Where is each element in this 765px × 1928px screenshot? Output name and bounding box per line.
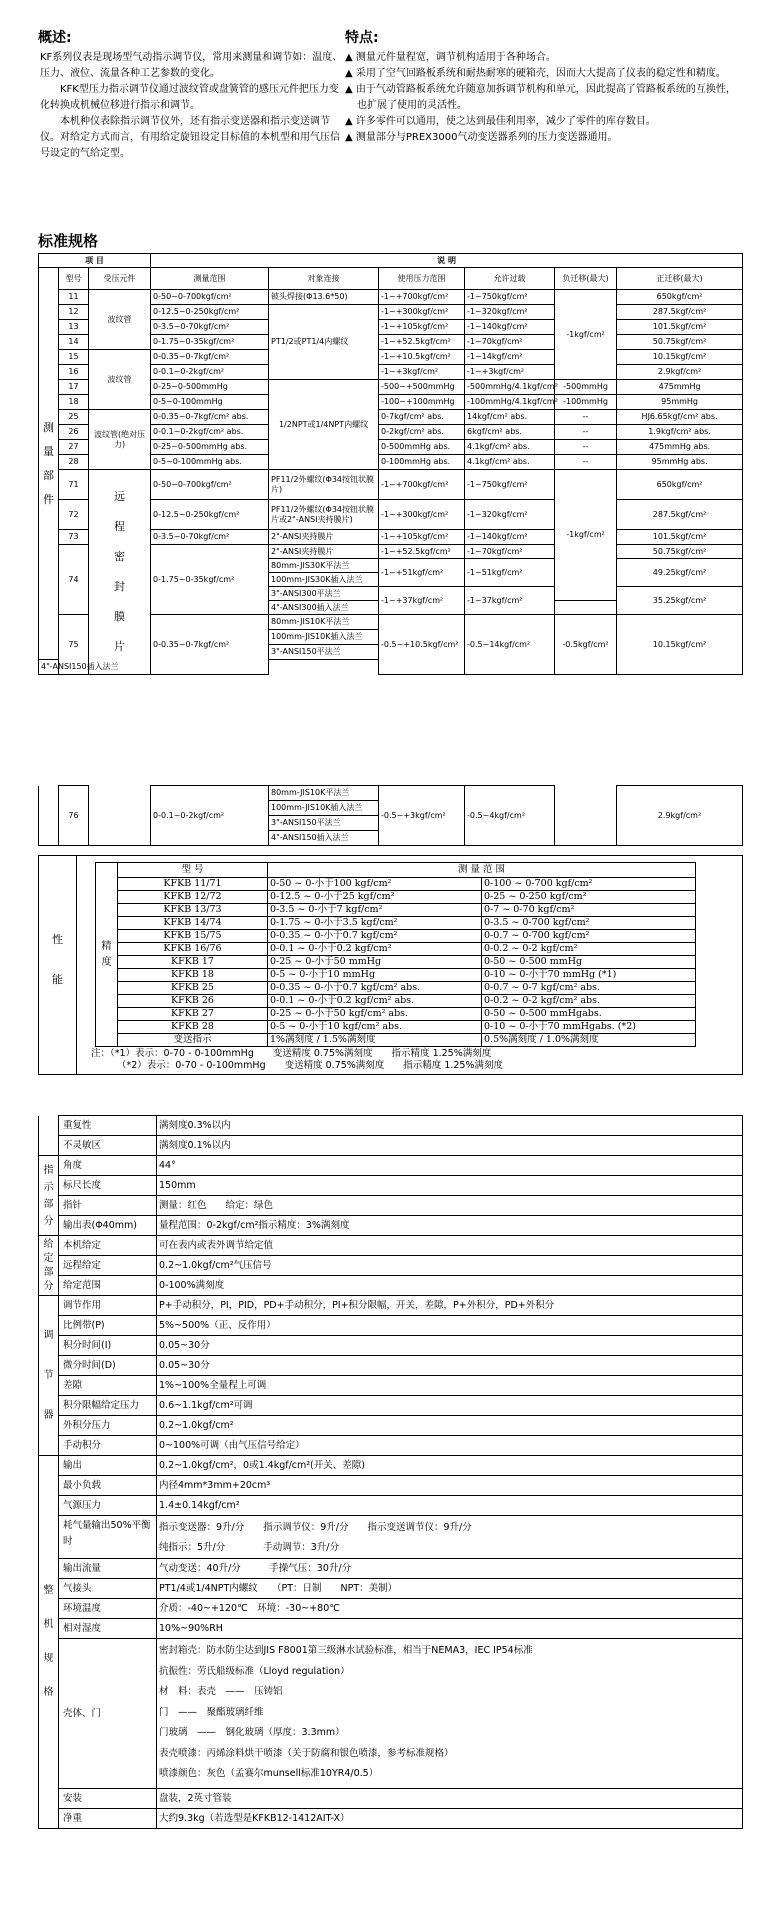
row-value: 5%~500%（正、反作用） (157, 1316, 743, 1336)
row-usage: -1~+700kgf/cm² (379, 470, 465, 500)
precision-range-b: 0-0.2 ~ 0-2 kgf/cm² abs. (482, 995, 696, 1008)
features-list (345, 50, 740, 146)
row-over: 4.1kgf/cm² abs. (465, 440, 555, 455)
row-usage: -100~+100mmHg (379, 395, 465, 410)
row-usage: -1~+700kgf/cm² (379, 290, 465, 305)
precision-range-b: 0-50 ~ 0-500 mmHg (482, 956, 696, 969)
row-range: 0-0.1~0-2kgf/cm² abs. (151, 425, 269, 440)
row-over: -1~51kgf/cm² (465, 559, 555, 587)
overview-text (40, 50, 345, 162)
spec-table-76 (38, 785, 743, 846)
row-conn: 100mm-JIS10K插入法兰 (269, 801, 379, 816)
row-value: 0~100%可调（由气压信号给定） (157, 1436, 743, 1456)
row-label: 壳体、门 (59, 1639, 157, 1789)
row-label: 比例带(P) (59, 1316, 157, 1336)
row-value: 可在表内或表外调节给定值 (157, 1236, 743, 1256)
row-value: 0.05~30分 (157, 1336, 743, 1356)
feature-item: ▲ 测量元件量程宽，调节机构适用于各种场合。 (345, 52, 556, 63)
row-value: 满刻度0.3%以内 (157, 1116, 743, 1136)
feature-item: ▲ 由于气动管路板系统允许随意加拆调节机构和单元，因此提高了管路板系统的互换性，也扩展了使用的灵活性。 (345, 84, 736, 111)
row-pos: HJ6.65kgf/cm² abs. (617, 410, 743, 425)
row-conn: 80mm-JIS10K平法兰 (269, 615, 379, 630)
row-conn: 80mm-JIS30K平法兰 (269, 559, 379, 573)
category-performance-label: 性能 (52, 932, 63, 986)
row-over: -1~320kgf/cm² (465, 500, 555, 530)
header-item: 项 目 (39, 254, 151, 268)
overview-paragraph: KFK型压力指示调节仪通过波纹管或盘簧管的感压元件把压力变化转换成机械位移进行指示和调节。 (40, 84, 339, 111)
row-conn: PF11/2外螺纹(Φ34按钮状膜片) (269, 470, 379, 500)
row-value: 0.05~30分 (157, 1356, 743, 1376)
element-remote-seal (89, 470, 151, 675)
category-control: 调节器 (39, 1296, 59, 1456)
precision-model: KFKB 27 (118, 1008, 268, 1021)
row-label: 相对湿度 (59, 1619, 157, 1639)
precision-range-b: 0-0.7 ~ 0-7 kgf/cm² abs. (482, 982, 696, 995)
row-over: -0.5~14kgf/cm² (465, 615, 555, 675)
precision-model: KFKB 25 (118, 982, 268, 995)
row-range: 0-12.5~0-250kgf/cm² (151, 500, 269, 530)
row-conn: 100mm-JIS30K插入法兰 (269, 573, 379, 587)
row-over: -1~750kgf/cm² (465, 290, 555, 305)
overview-paragraph: KF系列仪表是现场型气动指示调节仪，常用来测量和调节如：温度、压力、液位、流量各种工艺参数的变化。 (40, 52, 343, 79)
precision-note-1: 注：（*1）表示：0-70 - 0-100mmHg 变送精度 0.75%满刻度 指示精度 1.25%满刻度 (91, 1048, 492, 1059)
precision-range-a: 0-1.75 ~ 0-小于3.5 kgf/cm² (268, 917, 482, 930)
row-pos: 95mmHg abs. (617, 455, 743, 470)
row-over: 6kgf/cm² abs. (465, 425, 555, 440)
category-performance (39, 856, 77, 1075)
row-label: 积分时间(I) (59, 1336, 157, 1356)
row-conn: 80mm-JIS10K平法兰 (269, 786, 379, 801)
row-range: 0-3.5~0-70kgf/cm² (151, 530, 269, 545)
precision-range-a: 0-0.35 ~ 0-小于0.7 kgf/cm² abs. (268, 982, 482, 995)
col-range: 测 量 范 围 (268, 863, 696, 878)
precision-range-a: 0-50 ~ 0-小于100 kgf/cm² (268, 878, 482, 891)
precision-range-b: 0-0.2 ~ 0-2 kgf/cm² (482, 943, 696, 956)
element-bellows-abs: 波纹管(绝对压力) (89, 410, 151, 470)
precision-range-a: 0-0.1 ~ 0-小于0.2 kgf/cm² (268, 943, 482, 956)
row-model: 72 (59, 500, 89, 530)
row-conn: 3"-ANSI300平法兰 (269, 587, 379, 601)
row-range: 0-0.1~0-2kgf/cm² (151, 786, 269, 846)
row-over: -0.5~4kgf/cm² (465, 786, 555, 846)
row-range: 0-25~0-500mmHg abs. (151, 440, 269, 455)
row-range: 0-0.35~0-7kgf/cm² (151, 350, 269, 365)
row-label: 输出 (59, 1456, 157, 1476)
row-usage: -1~+105kgf/cm² (379, 320, 465, 335)
row-model: 28 (59, 455, 89, 470)
row-label: 安装 (59, 1789, 157, 1809)
row-conn: 3"-ANSI150平法兰 (269, 645, 379, 660)
precision-model: KFKB 17 (118, 956, 268, 969)
row-label: 气接头 (59, 1579, 157, 1599)
row-value: 0.2~1.0kgf/cm²气压信号 (157, 1256, 743, 1276)
row-model: 26 (59, 425, 89, 440)
row-label: 重复性 (59, 1116, 157, 1136)
row-over: 14kgf/cm² abs. (465, 410, 555, 425)
row-label: 环境温度 (59, 1599, 157, 1619)
row-neg: -- (555, 425, 617, 440)
row-value: 0.2~1.0kgf/cm²，0或1.4kgf/cm²(开关、差隙) (157, 1456, 743, 1476)
row-pos: 2.9kgf/cm² (617, 786, 743, 846)
row-label: 最小负载 (59, 1476, 157, 1496)
row-usage: -1~+10.5kgf/cm² (379, 350, 465, 365)
spec-table (38, 253, 743, 675)
row-pos: 101.5kgf/cm² (617, 530, 743, 545)
row-over: -1~14kgf/cm² (465, 350, 555, 365)
header-desc: 说 明 (151, 254, 743, 268)
row-usage: -1~+300kgf/cm² (379, 500, 465, 530)
element-cont (89, 786, 151, 846)
feature-item: ▲ 采用了空气回路板系统和耐热耐寒的硬箱壳，因而大大提高了仪表的稳定性和精度。 (345, 68, 726, 79)
precision-model: 变送指示 (118, 1034, 268, 1047)
col-model: 型 号 (118, 863, 268, 878)
row-label: 远程给定 (59, 1256, 157, 1276)
element-bellows: 波纹管 (89, 290, 151, 350)
row-range: 0-3.5~0-70kgf/cm² (151, 320, 269, 335)
row-label: 手动积分 (59, 1436, 157, 1456)
row-over: -1~320kgf/cm² (465, 305, 555, 320)
row-conn: 2"-ANSI夹持膜片 (269, 530, 379, 545)
precision-range-a: 1%满刻度 / 1.5%满刻度 (268, 1034, 482, 1047)
row-conn: 3"-ANSI150平法兰 (269, 816, 379, 831)
row-label: 调节作用 (59, 1296, 157, 1316)
precision-range-a: 0-25 ~ 0-小于50 mmHg (268, 956, 482, 969)
row-pos: 1.9kgf/cm² abs. (617, 425, 743, 440)
row-usage: -1~+51kgf/cm² (379, 559, 465, 587)
row-usage: 0-100mmHg abs. (379, 455, 465, 470)
row-value: 指示变送器：9升/分 指示调节仪：9升/分 指示变送调节仪：9升/分 纯指示：5升/分 手动调节：3升/分 (157, 1516, 743, 1559)
row-usage: -1~+37kgf/cm² (379, 587, 465, 615)
row-usage: 0-500mmHg abs. (379, 440, 465, 455)
row-range: 0-1.75~0-35kgf/cm² (151, 335, 269, 350)
row-label: 差隙 (59, 1376, 157, 1396)
row-pos: 95mmHg (617, 395, 743, 410)
col-usage: 使用压力范围 (379, 268, 465, 290)
row-pos: 475mmHg abs. (617, 440, 743, 455)
row-conn: 1/2NPT或1/4NPT内螺纹 (269, 380, 379, 470)
row-neg: -500mmHg (555, 380, 617, 395)
row-range: 0-50~0-700kgf/cm² (151, 290, 269, 305)
row-value: 0.6~1.1kgf/cm²可调 (157, 1396, 743, 1416)
element-bellows: 波纹管 (89, 350, 151, 410)
precision-model: KFKB 14/74 (118, 917, 268, 930)
row-pos: 10.15kgf/cm² (617, 615, 743, 675)
category-performance-cont (39, 1116, 59, 1156)
row-conn: 2"-ANSI夹持膜片 (269, 545, 379, 559)
col-connection: 对象连接 (269, 268, 379, 290)
row-neg: -1kgf/cm² (555, 290, 617, 380)
precision-label: 精度 (101, 940, 112, 968)
row-range: 0-5~0-100mmHg (151, 395, 269, 410)
row-label: 角度 (59, 1156, 157, 1176)
row-over: -100mmHg/4.1kgf/cm² (465, 395, 555, 410)
row-value: 10%~90%RH (157, 1619, 743, 1639)
precision-label-cell (96, 863, 118, 1047)
row-conn: PF11/2外螺纹(Φ34按钮状膜片或2"-ANSI夹持膜片) (269, 500, 379, 530)
row-pos: 2.9kgf/cm² (617, 365, 743, 380)
row-usage: 0-2kgf/cm² abs. (379, 425, 465, 440)
row-pos: 35.25kgf/cm² (617, 587, 743, 615)
precision-model: KFKB 12/72 (118, 891, 268, 904)
precision-model: KFKB 16/76 (118, 943, 268, 956)
row-model: 12 (59, 305, 89, 320)
row-over: -500mmHg/4.1kgf/cm² (465, 380, 555, 395)
row-conn: 100mm-JIS10K插入法兰 (269, 630, 379, 645)
row-conn: 4"-ANSI150插入法兰 (39, 660, 59, 675)
row-range: 0-0.35~0-7kgf/cm² abs. (151, 410, 269, 425)
row-value: 盘装，2英寸管装 (157, 1789, 743, 1809)
row-value: 内径4mm*3mm+20cm³ (157, 1476, 743, 1496)
row-label: 净重 (59, 1809, 157, 1829)
row-usage: -1~+105kgf/cm² (379, 530, 465, 545)
row-label: 本机给定 (59, 1236, 157, 1256)
row-label: 不灵敏区 (59, 1136, 157, 1156)
row-over: -1~70kgf/cm² (465, 545, 555, 559)
row-usage: 0-7kgf/cm² abs. (379, 410, 465, 425)
row-value: PT1/4或1/4NPT内螺纹 （PT：日制 NPT：美制） (157, 1579, 743, 1599)
col-overload: 允许过载 (465, 268, 555, 290)
row-over: -1~140kgf/cm² (465, 530, 555, 545)
row-label: 给定范围 (59, 1276, 157, 1296)
precision-range-b: 0-25 ~ 0-250 kgf/cm² (482, 891, 696, 904)
precision-range-b: 0-0.7 ~ 0-700 kgf/cm² (482, 930, 696, 943)
row-pos: 49.25kgf/cm² (617, 559, 743, 587)
row-conn: 铍头焊接(Φ13.6*50) (269, 290, 379, 305)
row-model: 11 (59, 290, 89, 305)
row-value: P+手动积分，PI，PID，PD+手动积分，PI+积分限幅，开关，差隙，P+外积分，PD+外积分 (157, 1296, 743, 1316)
row-usage: -1~+52.5kgf/cm² (379, 545, 465, 559)
precision-range-b: 0-10 ~ 0-小于70 mmHgabs. (*2) (482, 1021, 696, 1034)
row-neg: -1kgf/cm² (555, 470, 617, 601)
row-value: 1%~100%全量程上可调 (157, 1376, 743, 1396)
row-range: 0-1.75~0-35kgf/cm² (151, 545, 269, 615)
col-pos: 正迁移(最大) (617, 268, 743, 290)
row-pos: 650kgf/cm² (617, 470, 743, 500)
col-model: 型号 (59, 268, 89, 290)
row-label: 微分时间(D) (59, 1356, 157, 1376)
row-over: -1~+3kgf/cm² (465, 365, 555, 380)
row-model: 75 (59, 615, 89, 675)
precision-range-a: 0-5 ~ 0-小于10 mmHg (268, 969, 482, 982)
row-range: 0-50~0-700kgf/cm² (151, 470, 269, 500)
row-neg: -- (555, 455, 617, 470)
row-usage: -1~+300kgf/cm² (379, 305, 465, 320)
row-range: 0-25~0-500mmHg (151, 380, 269, 395)
row-value: 测量：红色 给定：绿色 (157, 1196, 743, 1216)
category-setpoint: 给定部分 (39, 1236, 59, 1296)
precision-range-b: 0.5%满刻度 / 1.0%满刻度 (482, 1034, 696, 1047)
row-value: 密封箱壳：防水防尘达到JIS F8001第三级淋水试验标准，相当于NEMA3，IEC IP54标准 抗振性：劳氏船级标准（Lloyd regulation） 材 料：表壳 —— 压铸铝 门 —— 聚酯玻璃纤维 门玻璃 —— 钢化玻璃（厚度：3.3mm） 表壳喷漆：丙烯涂料烘干喷漆（关于防腐和银色喷漆，参考标准规格） 喷漆颜色：灰色（孟赛尔munsell标准10YR4/0.5） (157, 1639, 743, 1789)
row-range: 0-12.5~0-250kgf/cm² (151, 305, 269, 320)
row-usage: -1~+3kgf/cm² (379, 365, 465, 380)
row-label: 标尺长度 (59, 1176, 157, 1196)
row-model: 14 (59, 335, 89, 350)
row-conn: 4"-ANSI300插入法兰 (269, 601, 379, 615)
row-usage: -0.5~+10.5kgf/cm² (379, 615, 465, 675)
row-over: 4.1kgf/cm² abs. (465, 455, 555, 470)
row-usage: -1~+52.5kgf/cm² (379, 335, 465, 350)
row-over: -1~140kgf/cm² (465, 320, 555, 335)
overview-paragraph: 本机种仪表除指示调节仪外，还有指示变送器和指示变送调节仪。对给定方式而言，有用给定旋钮设定目标值的本机型和用气压信号设定的气给定型。 (40, 116, 340, 159)
neg-cont (555, 786, 617, 846)
precision-range-a: 0-12.5 ~ 0-小于25 kgf/cm² (268, 891, 482, 904)
performance-table (38, 855, 743, 1075)
row-value: 44° (157, 1156, 743, 1176)
row-model: 15 (59, 350, 89, 365)
precision-range-b: 0-10 ~ 0-小于70 mmHg (*1) (482, 969, 696, 982)
row-over: -1~70kgf/cm² (465, 335, 555, 350)
row-usage: -500~+500mmHg (379, 380, 465, 395)
row-range: 0-5~0-100mmHg abs. (151, 455, 269, 470)
precision-model: KFKB 26 (118, 995, 268, 1008)
row-neg: -0.5kgf/cm² (555, 615, 617, 675)
row-pos: 50.75kgf/cm² (617, 335, 743, 350)
row-pos: 287.5kgf/cm² (617, 305, 743, 320)
lower-spec-table (38, 1115, 743, 1829)
features-heading: 特点: (345, 30, 379, 46)
category-indicator: 指示部分 (39, 1156, 59, 1236)
row-label: 耗气量输出50%平衡时 (59, 1516, 157, 1559)
row-pos: 650kgf/cm² (617, 290, 743, 305)
col-element: 受压元件 (89, 268, 151, 290)
category-machine: 整机规格 (39, 1456, 59, 1829)
precision-range-b: 0-100 ~ 0-700 kgf/cm² (482, 878, 696, 891)
row-usage: -0.5~+3kgf/cm² (379, 786, 465, 846)
precision-note-2: （*2）表示：0-70 - 0-100mmHg 变送精度 0.75%满刻度 指示精度 1.25%满刻度 (117, 1059, 504, 1071)
row-label: 输出表(Φ40mm) (59, 1216, 157, 1236)
element-remote-seal-label: 远程密封膜片 (114, 490, 126, 653)
category-measure: 测量部件 (39, 268, 59, 660)
row-model: 76 (59, 786, 89, 846)
precision-range-a: 0-5 ~ 0-小于10 kgf/cm² abs. (268, 1021, 482, 1034)
row-pos: 101.5kgf/cm² (617, 320, 743, 335)
precision-range-a: 0-0.1 ~ 0-小于0.2 kgf/cm² abs. (268, 995, 482, 1008)
row-over: -1~37kgf/cm² (465, 587, 555, 615)
precision-range-a: 0-0.35 ~ 0-小于0.7 kgf/cm² (268, 930, 482, 943)
row-model: 18 (59, 395, 89, 410)
row-value: 0-100%满刻度 (157, 1276, 743, 1296)
row-model: 73 (59, 530, 89, 545)
precision-model: KFKB 11/71 (118, 878, 268, 891)
row-value: 大约9.3kg（若选型是KFKB12-1412AIT-X） (157, 1809, 743, 1829)
row-label: 外积分压力 (59, 1416, 157, 1436)
row-model: 16 (59, 365, 89, 380)
overview-heading: 概述: (38, 30, 72, 46)
row-conn: 4"-ANSI150插入法兰 (269, 831, 379, 846)
precision-range-a: 0-3.5 ~ 0-小于7 kgf/cm² (268, 904, 482, 917)
precision-range-b: 0-7 ~ 0-70 kgf/cm² (482, 904, 696, 917)
precision-range-a: 0-25 ~ 0-小于50 kgf/cm² abs. (268, 1008, 482, 1021)
row-value: 气动变送：40升/分 手操气压：30升/分 (157, 1559, 743, 1579)
feature-item: ▲ 测量部分与PREX3000气动变送器系列的压力变送器通用。 (345, 132, 618, 143)
row-pos: 475mmHg (617, 380, 743, 395)
row-conn: PT1/2或PT1/4内螺纹 (269, 305, 379, 380)
precision-range-b: 0-3.5 ~ 0-700 kgf/cm² (482, 917, 696, 930)
row-value: 介质：-40~+120℃ 环境：-30~+80℃ (157, 1599, 743, 1619)
row-model: 27 (59, 440, 89, 455)
row-pos: 10.15kgf/cm² (617, 350, 743, 365)
spec-heading: 标准规格 (38, 232, 99, 250)
col-range: 测量范围 (151, 268, 269, 290)
row-value: 量程范围：0-2kgf/cm²指示精度：3%满刻度 (157, 1216, 743, 1236)
row-neg: -100mmHg (555, 395, 617, 410)
feature-item: ▲ 许多零件可以通用，使之达到最佳利用率，减少了零件的库存数目。 (345, 116, 656, 127)
col-neg: 负迁移(最大) (555, 268, 617, 290)
row-model: 71 (59, 470, 89, 500)
row-value: 0.2~1.0kgf/cm² (157, 1416, 743, 1436)
row-model: 25 (59, 410, 89, 425)
precision-model: KFKB 18 (118, 969, 268, 982)
precision-table (95, 862, 696, 1047)
precision-model: KFKB 13/73 (118, 904, 268, 917)
row-label: 积分限幅给定压力 (59, 1396, 157, 1416)
row-range: 0-0.1~0-2kgf/cm² (151, 365, 269, 380)
row-value: 150mm (157, 1176, 743, 1196)
precision-model: KFKB 28 (118, 1021, 268, 1034)
row-neg: -- (555, 440, 617, 455)
row-value: 1.4±0.14kgf/cm² (157, 1496, 743, 1516)
row-model: 74 (59, 545, 89, 615)
category-measure-cont (39, 786, 59, 846)
row-label: 气源压力 (59, 1496, 157, 1516)
row-pos: 287.5kgf/cm² (617, 500, 743, 530)
row-model: 13 (59, 320, 89, 335)
row-label: 指针 (59, 1196, 157, 1216)
row-model: 17 (59, 380, 89, 395)
row-label: 输出流量 (59, 1559, 157, 1579)
row-neg: -- (555, 410, 617, 425)
precision-model: KFKB 15/75 (118, 930, 268, 943)
row-value: 满刻度0.1%以内 (157, 1136, 743, 1156)
performance-content (77, 856, 743, 1075)
row-over: -1~750kgf/cm² (465, 470, 555, 500)
row-pos: 50.75kgf/cm² (617, 545, 743, 559)
precision-range-b: 0-50 ~ 0-500 mmHgabs. (482, 1008, 696, 1021)
row-range: 0-0.35~0-7kgf/cm² (151, 615, 269, 675)
